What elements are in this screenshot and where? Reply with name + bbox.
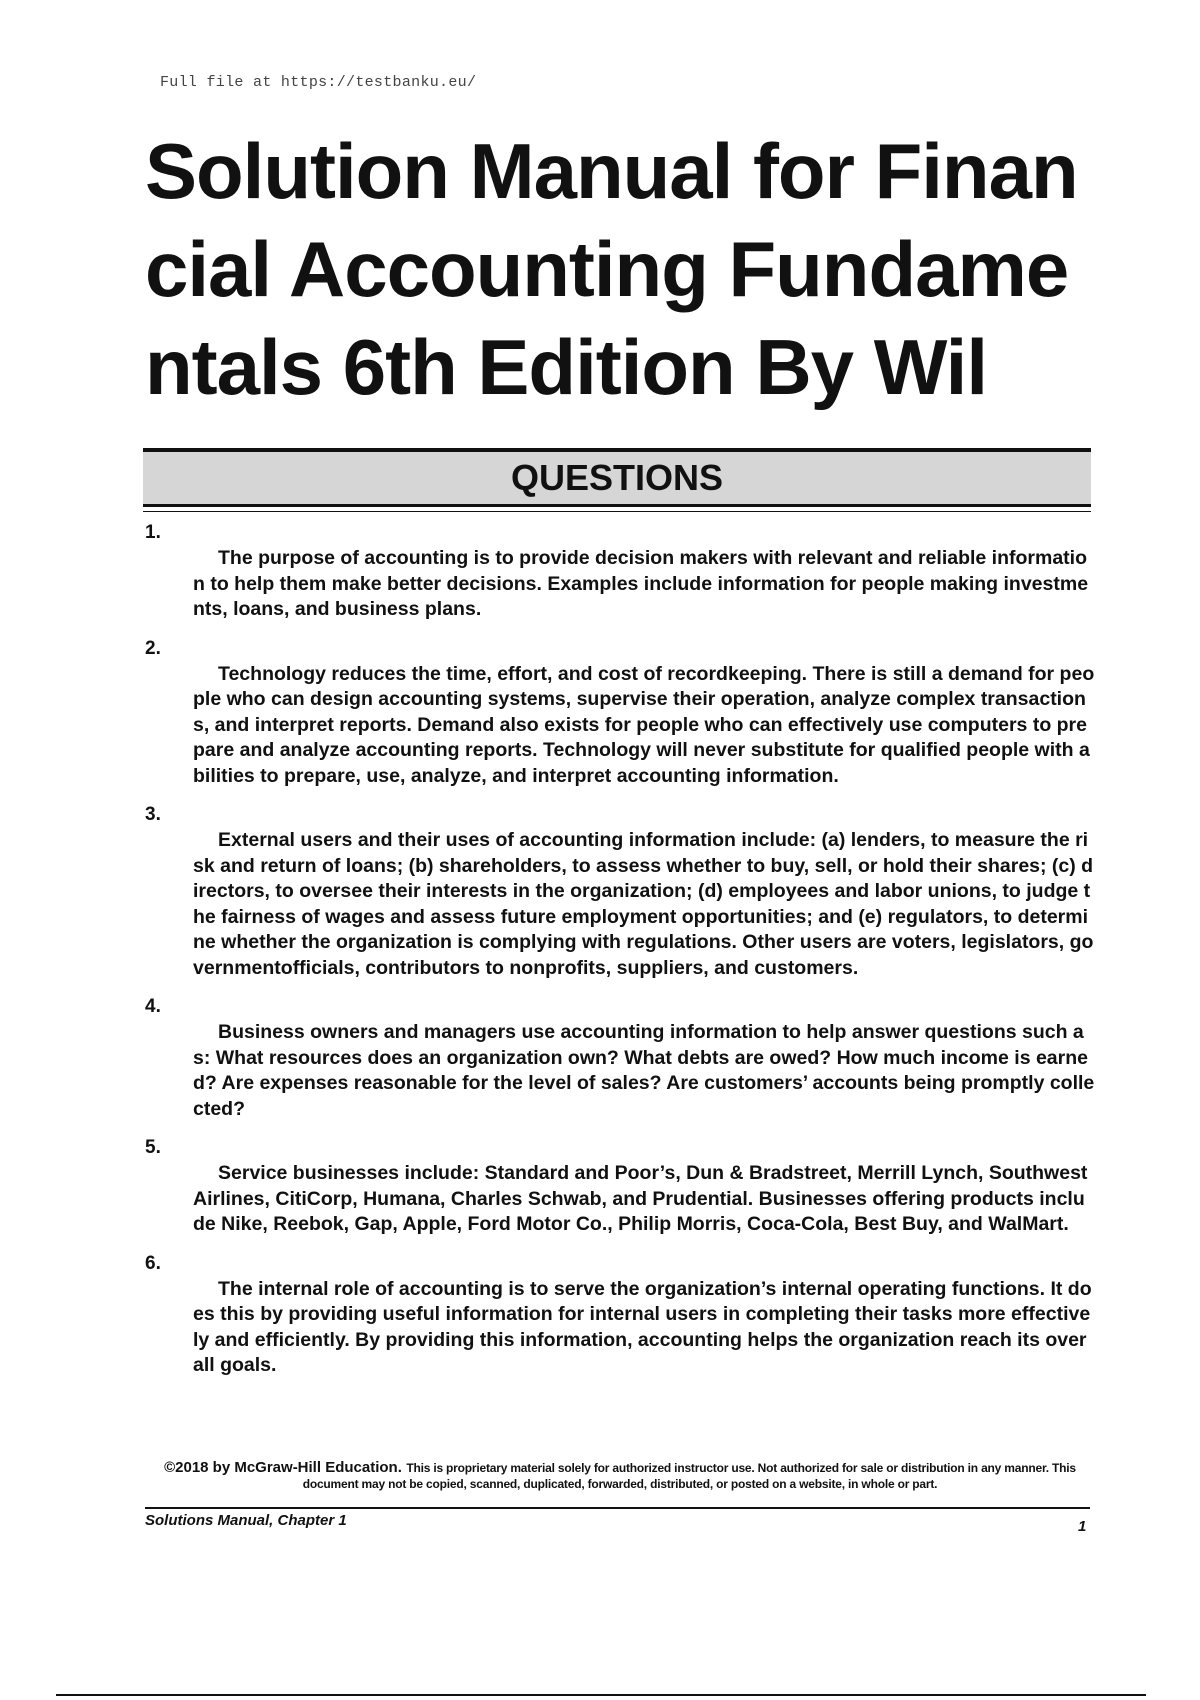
question-number: 3.: [145, 804, 161, 825]
question-item: [145, 802, 1095, 981]
answer-text: Business owners and managers use accounting information to help answer questions such as: What resources does an organization own? What debts are owed? How much income is earned? Are expenses reasonable for the level of sales? Are customers’ accounts being promptly collected?: [193, 1021, 1095, 1120]
questions-banner: [143, 448, 1091, 507]
answer-text: Technology reduces the time, effort, and cost of recordkeeping. There is still a demand for people who can design accounting systems, supervise their operation, analyze complex transactions, and interpret reports. Demand also exists for people who can effectively use computers to prepare and analyze accounting reports. Technology will never substitute for qualified people with abilities to prepare, use, analyze, and interpret accounting information.: [193, 662, 1095, 787]
question-number: 4.: [145, 996, 161, 1017]
answer-text: Service businesses include: Standard and Poor’s, Dun & Bradstreet, Merrill Lynch, Southwest Airlines, CitiCorp, Humana, Charles Schwab, and Prudential. Businesses offering products include Nike, Reebok, Gap, Apple, Ford Motor Co., Philip Morris, Coca-Cola, Best Buy, and WalMart.: [193, 1162, 1088, 1235]
footer-divider: [145, 1507, 1090, 1509]
section-heading: QUESTIONS: [510, 457, 724, 498]
page-title: Solution Manual for Financial Accounting Fundamentals 6th Edition By Wil: [145, 127, 1078, 411]
question-number: 6.: [145, 1252, 161, 1274]
question-item: [145, 520, 1095, 623]
source-note: Full file at https://testbanku.eu/: [160, 74, 477, 91]
question-item: [145, 1251, 1095, 1379]
answer-text: The internal role of accounting is to serve the organization’s internal operating functions. It does this by providing useful information for internal users in completing their tasks more effectively and efficiently. By providing this information, accounting helps the organization reach its overall goals.: [193, 1277, 1092, 1376]
question-number: 2.: [145, 637, 161, 659]
page-bottom-divider: [56, 1694, 1146, 1696]
question-item: [145, 636, 1095, 790]
answer-text: External users and their uses of accounting information include: (a) lenders, to measure the risk and return of loans; (b) shareholders, to assess whether to buy, sell, or hold their shares; (c) directors, to oversee their interests in the organization; (d) employees and labor unions, to judge the fairness of wages and assess future employment opportunities; and (e) regulators, to determine whether the organization is complying with regulations. Other users are voters, legislators, governmentofficials, contributors to nonprofits, suppliers, and customers.: [193, 829, 1094, 979]
question-item: [145, 1135, 1095, 1238]
question-number: 5.: [145, 1137, 161, 1158]
copyright-owner: ©2018 by McGraw-Hill Education.: [164, 1459, 402, 1476]
page-number: 1: [1078, 1518, 1087, 1535]
questions-list: [145, 520, 1095, 1392]
copyright-notice: This is proprietary material solely for authorized instructor use. Not authorized for sale or distribution in any manner. This document may not be copied, scanned, duplicated, forwarded, distributed, or posted on a website, in whole or part.: [302, 1461, 1076, 1491]
answer-text: The purpose of accounting is to provide decision makers with relevant and reliable information to help them make better decisions. Examples include information for people making investments, loans, and business plans.: [193, 547, 1089, 620]
manual-label: Solutions Manual, Chapter 1: [145, 1512, 347, 1529]
copyright-block: [145, 1460, 1095, 1492]
question-number: 1.: [145, 522, 161, 543]
question-item: [145, 994, 1095, 1122]
